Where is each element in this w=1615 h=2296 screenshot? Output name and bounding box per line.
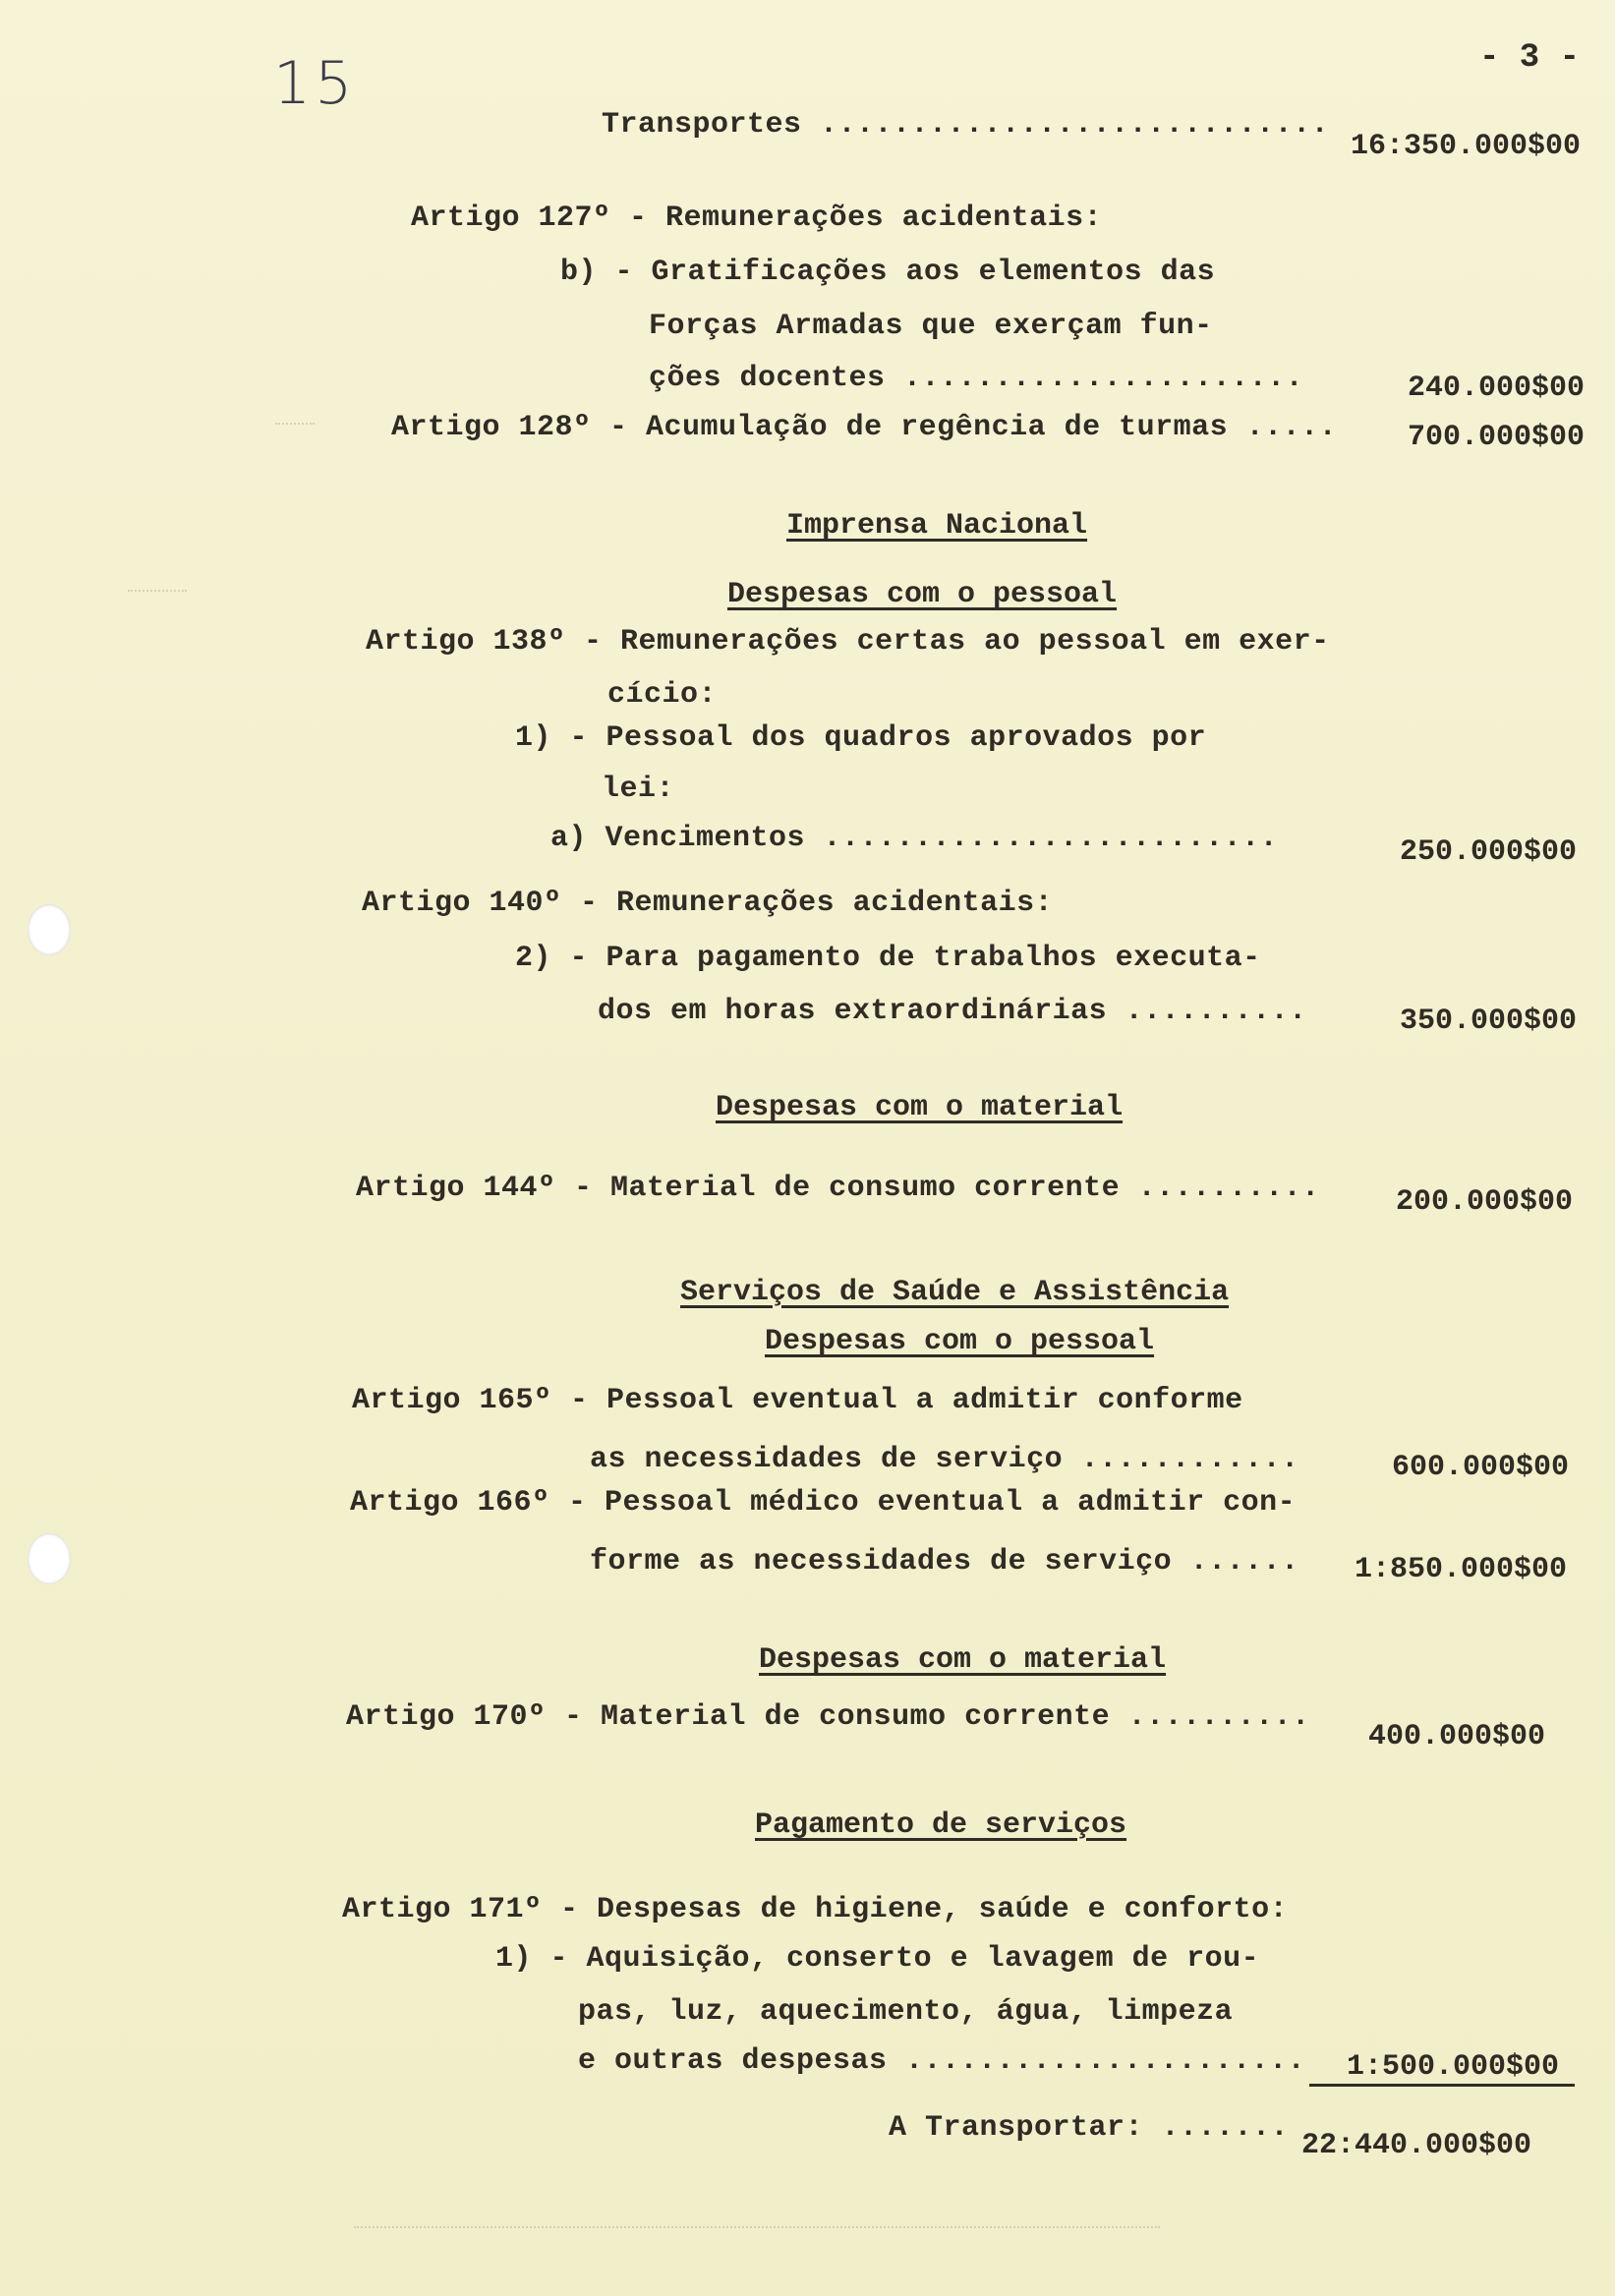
artigo-170: Artigo 170º - Material de consumo corrente .......... (346, 1700, 1310, 1734)
artigo-166-line1: Artigo 166º - Pessoal médico eventual a admitir con- (350, 1486, 1297, 1520)
artigo-127: Artigo 127º - Remunerações acidentais: (411, 201, 1103, 235)
artigo-138-amount: 250.000$00 (1399, 835, 1577, 869)
a-transportar-line: A Transportar: ....... (889, 2111, 1290, 2145)
artigo-165-amount: 600.000$00 (1391, 1451, 1569, 1484)
artigo-171-line2: 1) - Aquisição, conserto e lavagem de rou- (495, 1942, 1260, 1976)
artigo-140-line1: Artigo 140º - Remunerações acidentais: (362, 887, 1054, 920)
artigo-138-line1: Artigo 138º - Remunerações certas ao pessoal em exer- (366, 625, 1330, 659)
heading-despesas-pessoal: Despesas com o pessoal (727, 578, 1118, 611)
artigo-171-line4: e outras despesas ...................... (578, 2044, 1306, 2078)
artigo-140-line2: 2) - Para pagamento de trabalhos executa- (515, 942, 1261, 975)
artigo-170-amount: 400.000$00 (1367, 1720, 1545, 1753)
artigo-166-line2: forme as necessidades de serviço ...... (590, 1545, 1299, 1578)
artigo-138-line4: lei: (602, 773, 675, 806)
total-rule (1309, 2084, 1575, 2087)
section-imprensa-nacional: Imprensa Nacional (786, 509, 1088, 543)
transportes-amount: 16:350.000$00 (1350, 130, 1581, 163)
artigo-144-amount: 200.000$00 (1395, 1185, 1573, 1219)
section-servicos-saude: Serviços de Saúde e Assistência (680, 1276, 1230, 1309)
transportes-line: Transportes ............................ (602, 108, 1330, 142)
punch-hole (28, 1533, 71, 1584)
heading-despesas-pessoal: Despesas com o pessoal (765, 1325, 1155, 1358)
artigo-144: Artigo 144º - Material de consumo corrente .......... (356, 1172, 1320, 1205)
faint-mark (275, 423, 315, 427)
punch-hole (28, 904, 71, 955)
artigo-127-amount: 240.000$00 (1407, 372, 1585, 405)
artigo-140-line3: dos em horas extraordinárias .......... (598, 995, 1307, 1028)
a-transportar-amount: 22:440.000$00 (1300, 2129, 1531, 2162)
artigo-127-b-line3: ções docentes ...................... (649, 362, 1304, 395)
faint-mark (128, 590, 187, 594)
faint-mark (354, 2226, 1160, 2230)
handwritten-page-number: 15 (273, 49, 357, 118)
artigo-166-amount: 1:850.000$00 (1354, 1553, 1567, 1586)
artigo-171-amount: 1:500.000$00 (1346, 2050, 1559, 2084)
artigo-140-amount: 350.000$00 (1399, 1004, 1577, 1038)
artigo-128-amount: 700.000$00 (1407, 421, 1585, 454)
artigo-138-line2: cício: (607, 678, 718, 712)
artigo-165-line2: as necessidades de serviço ............ (590, 1443, 1299, 1476)
artigo-171-line3: pas, luz, aquecimento, água, limpeza (578, 1995, 1234, 2029)
artigo-171-line1: Artigo 171º - Despesas de higiene, saúde e conforto: (342, 1893, 1289, 1926)
artigo-127-b-line2: Forças Armadas que exerçam fun- (649, 310, 1213, 343)
page-number: - 3 - (1478, 39, 1580, 77)
heading-despesas-material: Despesas com o material (759, 1643, 1167, 1677)
artigo-138-line3: 1) - Pessoal dos quadros aprovados por (515, 721, 1207, 755)
artigo-127-b-line1: b) - Gratificações aos elementos das (560, 256, 1216, 289)
artigo-165-line1: Artigo 165º - Pessoal eventual a admitir conforme (352, 1384, 1243, 1417)
artigo-128: Artigo 128º - Acumulação de regência de turmas ..... (391, 411, 1338, 444)
section-pagamento-servicos: Pagamento de serviços (755, 1808, 1127, 1842)
artigo-138-line5: a) Vencimentos ......................... (550, 822, 1279, 855)
heading-despesas-material: Despesas com o material (716, 1091, 1124, 1124)
